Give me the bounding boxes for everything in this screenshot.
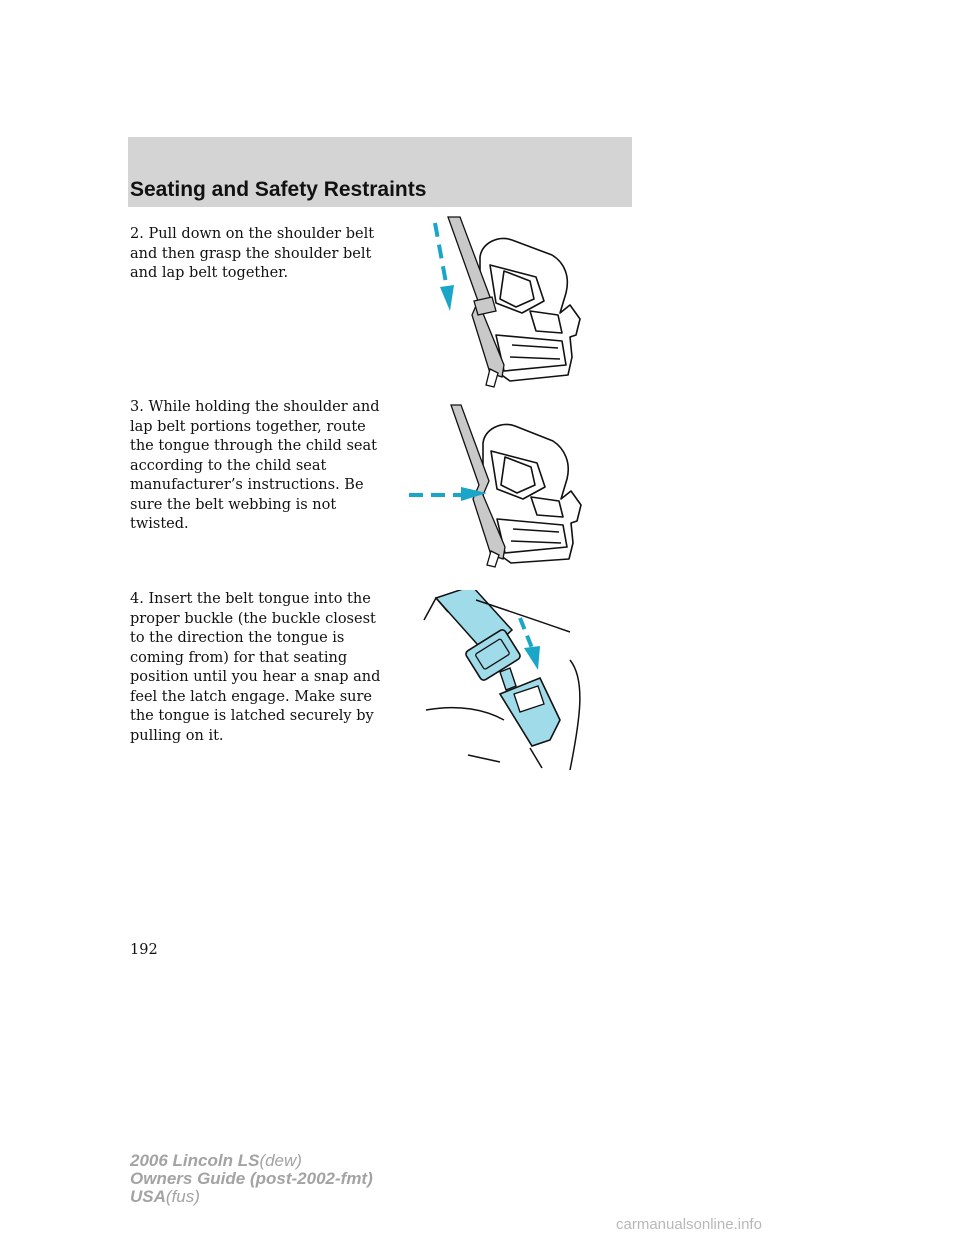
site-watermark: carmanualsonline.info <box>616 1216 762 1233</box>
footer-model: 2006 Lincoln LS <box>130 1151 260 1170</box>
footer-line-2 <box>130 1170 373 1188</box>
step-2-text: 2. Pull down on the shoulder belt and then grasp the shoulder belt and lap belt together. <box>130 226 375 281</box>
footer-line-3 <box>130 1188 373 1206</box>
child-seat-belt-pull-down-icon <box>420 215 590 390</box>
page-number: 192 <box>130 942 158 958</box>
step-3-text: 3. While holding the shoulder and lap belt portions together, route the tongue through the child seat according to the child seat manufacturer’s instructions. Be sure the belt webbing is not twisted. <box>130 399 380 532</box>
belt-tongue-into-buckle-icon <box>420 590 585 770</box>
footer-market: USA <box>130 1187 166 1206</box>
step-4-text: 4. Insert the belt tongue into the proper buckle (the buckle closest to the direction the tongue is coming from) for that seating position until you hear a snap and feel the latch engage. Make sure the tongue is latched securely by pulling on it. <box>130 591 381 744</box>
section-title: Seating and Safety Restraints <box>130 178 427 201</box>
footer-line-1 <box>130 1152 373 1170</box>
footer-market-code: (fus) <box>165 1187 200 1206</box>
footer-model-code: (dew) <box>259 1151 302 1170</box>
document-footer <box>130 1152 373 1206</box>
child-seat-belt-route-through-icon <box>405 403 590 568</box>
footer-guide: Owners Guide (post-2002-fmt) <box>130 1169 373 1188</box>
